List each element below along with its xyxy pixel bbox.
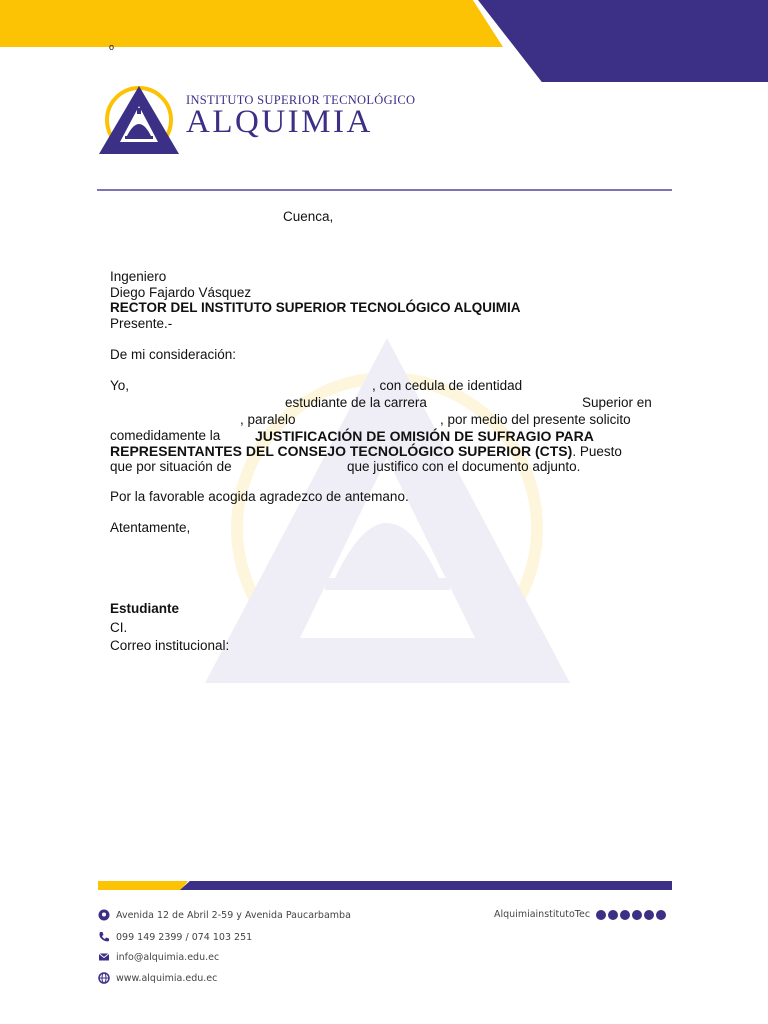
p1-solicito: , por medio del presente solicito [440, 412, 631, 427]
logo-subtitle: INSTITUTO SUPERIOR TECNOLÓGICO [186, 93, 416, 107]
signature-ci: CI. [110, 620, 128, 635]
p1-puesto: . Puesto [572, 444, 622, 459]
recipient-name: Diego Fajardo Vásquez [110, 285, 252, 300]
tiktok-icon[interactable] [620, 910, 630, 920]
p1-estudiante: estudiante de la carrera [285, 395, 427, 410]
closing: Atentamente, [110, 520, 191, 535]
footer-purple-band [180, 881, 672, 890]
signature-role: Estudiante [110, 601, 180, 616]
recipient-title: Ingeniero [110, 269, 167, 284]
mail-icon [98, 951, 110, 963]
footer-address-row [98, 909, 351, 921]
greeting: De mi consideración: [110, 347, 237, 362]
social-handle: AlquimiainstitutoTec [494, 909, 591, 920]
footer-social [494, 909, 666, 920]
p1-justifico: que justifico con el documento adjunto. [347, 459, 581, 474]
signature-email: Correo institucional: [110, 638, 230, 653]
logo-title: ALQUIMIA [186, 104, 373, 140]
linkedin-icon[interactable] [656, 910, 666, 920]
header-tiny-mark: o [109, 42, 115, 52]
youtube-icon[interactable] [632, 910, 642, 920]
p1-paralelo: , paralelo [240, 412, 296, 427]
footer-address: Avenida 12 de Abril 2-59 y Avenida Paucarbamba [116, 909, 351, 921]
footer-phone: 099 149 2399 / 074 103 251 [116, 931, 253, 943]
globe-icon [98, 972, 110, 984]
presente: Presente.- [110, 316, 173, 331]
footer-web[interactable]: www.alquimia.edu.ec [116, 972, 218, 984]
header-yellow-band [0, 0, 503, 47]
p1-comedidamente: comedidamente la [110, 428, 221, 443]
twitter-icon[interactable] [644, 910, 654, 920]
phone-icon [98, 931, 110, 943]
p1-situacion: que por situación de [110, 459, 232, 474]
p2: Por la favorable acogida agradezco de antemano. [110, 489, 409, 504]
recipient-role: RECTOR DEL INSTITUTO SUPERIOR TECNOLÓGICO ALQUIMIA [110, 300, 521, 315]
footer-web-row [98, 972, 217, 984]
p1-bold-a: JUSTIFICACIÓN DE OMISIÓN DE SUFRAGIO PARA [255, 428, 594, 444]
letter-place: Cuenca, [283, 209, 334, 224]
p1-bold-b: REPRESENTANTES DEL CONSEJO TECNOLÓGICO SUPERIOR (CTS) [110, 443, 573, 459]
facebook-icon[interactable] [596, 910, 606, 920]
p1-yo: Yo, [110, 378, 130, 393]
p1-cedula: , con cedula de identidad [372, 378, 523, 393]
header-divider [97, 189, 672, 191]
footer-email-row [98, 951, 219, 963]
header-purple-band [478, 0, 768, 82]
p1-superior: Superior en [582, 395, 652, 410]
footer-yellow-band [98, 881, 188, 890]
footer-phone-row [98, 931, 252, 943]
footer-email[interactable]: info@alquimia.edu.ec [116, 951, 220, 963]
location-pin-icon [98, 909, 110, 921]
instagram-icon[interactable] [608, 910, 618, 920]
p1-bold-b-line [110, 443, 622, 460]
